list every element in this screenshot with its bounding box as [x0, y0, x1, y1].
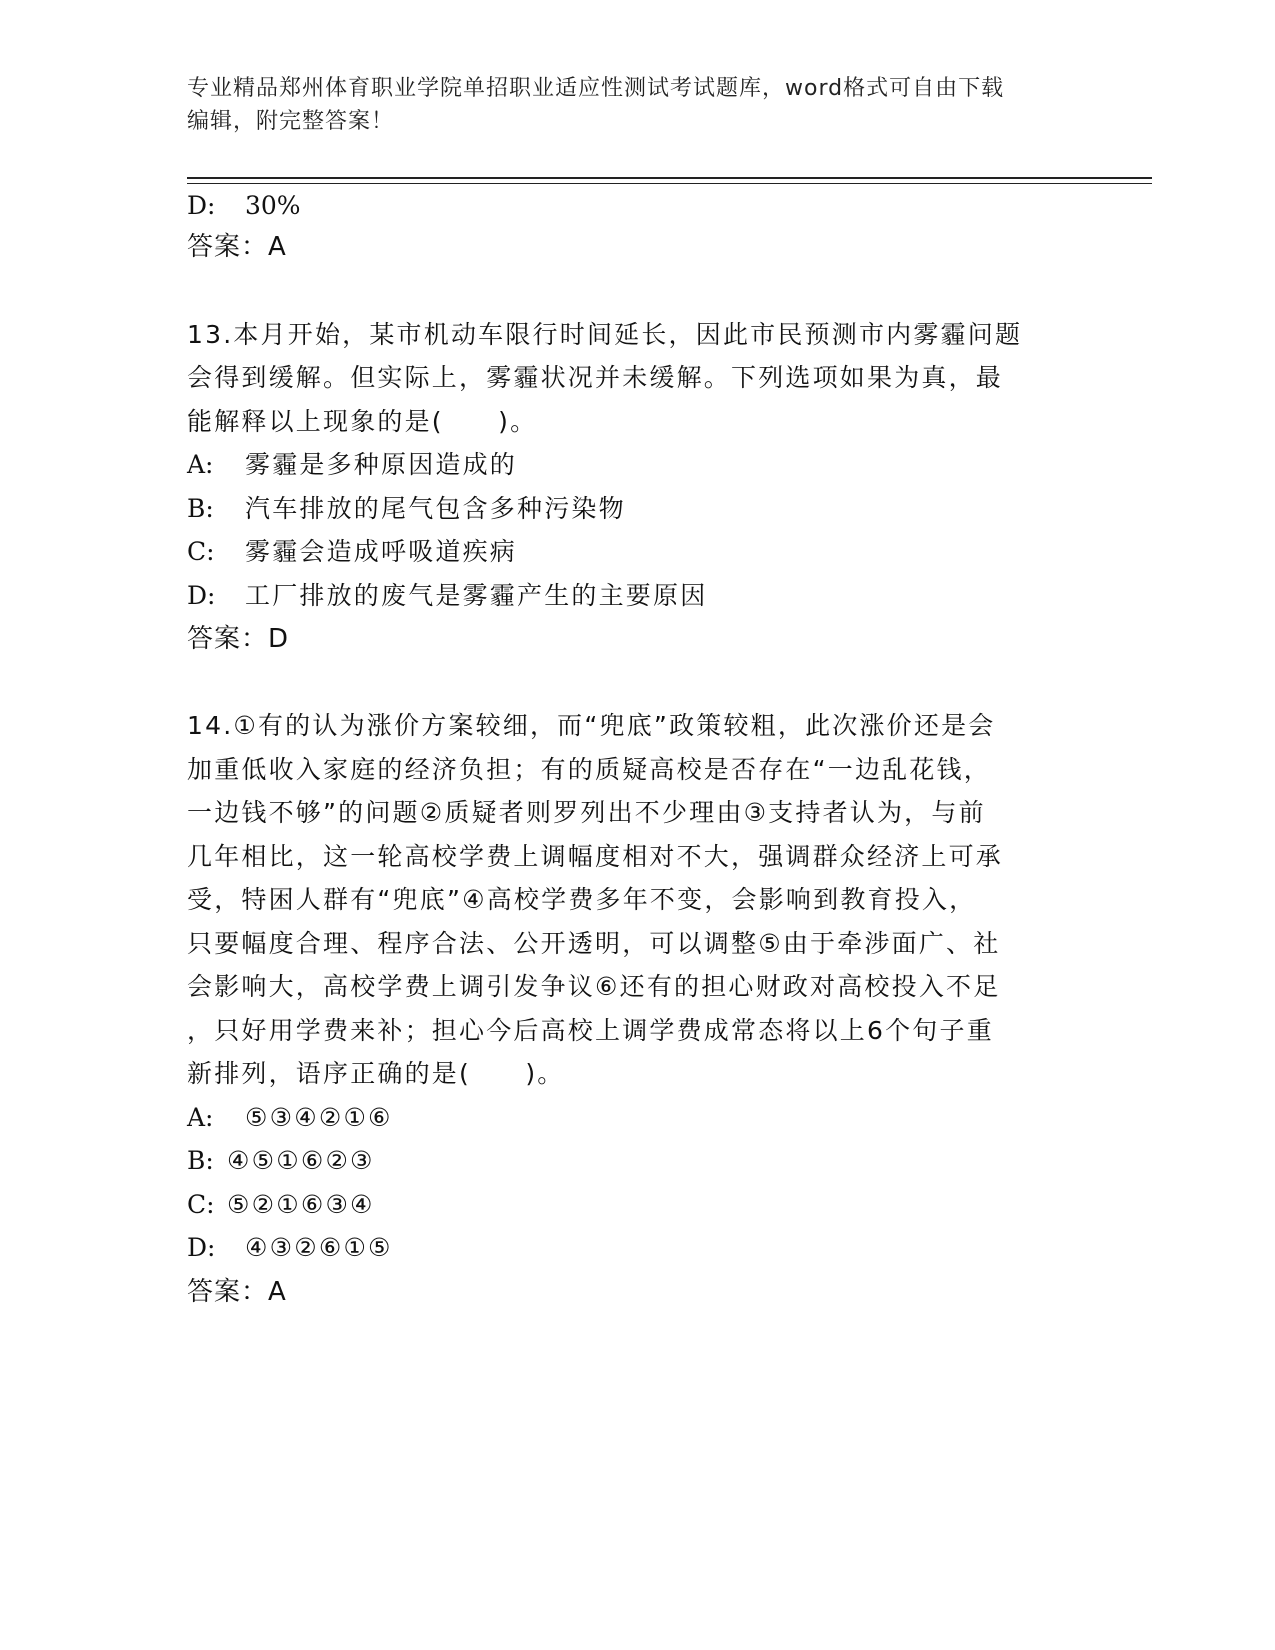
option-label: D: [187, 581, 216, 610]
prev-answer: 答案：A [187, 232, 287, 262]
q14-option-c [187, 1189, 375, 1221]
header-rule-thick [187, 177, 1152, 179]
header-line-2: 编辑，附完整答案！ [187, 109, 395, 134]
q14-stem-line-6: 只要幅度合理、程序合法、公开透明，可以调整⑤由于牵涉面广、社 [187, 929, 1001, 958]
q13-option-c [187, 536, 517, 568]
option-text: ⑤③④②①⑥ [245, 1103, 393, 1132]
option-label: D: [187, 191, 216, 220]
option-text: 雾霾是多种原因造成的 [245, 450, 518, 479]
q14-stem-line-1: 14.①有的认为涨价方案较细，而“兜底”政策较粗，此次涨价还是会 [187, 711, 996, 740]
option-label: A: [187, 1103, 214, 1132]
q13-option-b [187, 493, 626, 525]
q14-stem-line-4: 几年相比，这一轮高校学费上调幅度相对不大，强调群众经济上可承 [187, 842, 1004, 871]
option-label: B: [187, 494, 214, 523]
q13-stem-line-2: 会得到缓解。但实际上，雾霾状况并未缓解。下列选项如果为真，最 [187, 363, 1004, 392]
q14-stem-line-8: ，只好用学费来补；担心今后高校上调学费成常态将以上6个句子重 [187, 1016, 994, 1045]
option-label: C: [187, 1190, 215, 1219]
option-label: D: [187, 1233, 216, 1262]
q14-option-b [187, 1145, 375, 1177]
prev-option-d [187, 190, 301, 222]
q14-option-d [187, 1232, 393, 1264]
q14-option-a [187, 1102, 393, 1134]
q14-answer: 答案：A [187, 1277, 287, 1307]
option-label: A: [187, 450, 214, 479]
option-text: 汽车排放的尾气包含多种污染物 [245, 494, 626, 523]
option-text: ④⑤①⑥②③ [227, 1146, 375, 1175]
option-text: 30% [245, 191, 301, 220]
option-text: ⑤②①⑥③④ [227, 1190, 375, 1219]
q13-stem-line-3: 能解释以上现象的是( )。 [187, 407, 538, 436]
option-text: 工厂排放的废气是雾霾产生的主要原因 [245, 581, 708, 610]
q13-stem-line-1: 13.本月开始，某市机动车限行时间延长，因此市民预测市内雾霾问题 [187, 320, 1023, 349]
option-text: ④③②⑥①⑤ [245, 1233, 393, 1262]
option-text: 雾霾会造成呼吸道疾病 [245, 537, 518, 566]
q14-stem-line-5: 受，特困人群有“兜底”④高校学费多年不变，会影响到教育投入， [187, 885, 977, 914]
q14-stem-line-7: 会影响大，高校学费上调引发争议⑥还有的担心财政对高校投入不足 [187, 972, 1001, 1001]
q14-stem-line-2: 加重低收入家庭的经济负担；有的质疑高校是否存在“一边乱花钱， [187, 755, 991, 784]
q13-answer: 答案：D [187, 624, 290, 654]
page-header [187, 72, 1067, 138]
q13-option-a [187, 449, 517, 481]
header-line-1: 专业精品郑州体育职业学院单招职业适应性测试考试题库，word格式可自由下载 [187, 76, 1005, 101]
header-rule-thin [187, 183, 1152, 184]
option-label: B: [187, 1146, 214, 1175]
option-label: C: [187, 537, 215, 566]
q14-stem-line-9: 新排列，语序正确的是( )。 [187, 1059, 565, 1088]
q13-option-d [187, 580, 707, 612]
q14-stem-line-3: 一边钱不够”的问题②质疑者则罗列出不少理由③支持者认为，与前 [187, 798, 986, 827]
